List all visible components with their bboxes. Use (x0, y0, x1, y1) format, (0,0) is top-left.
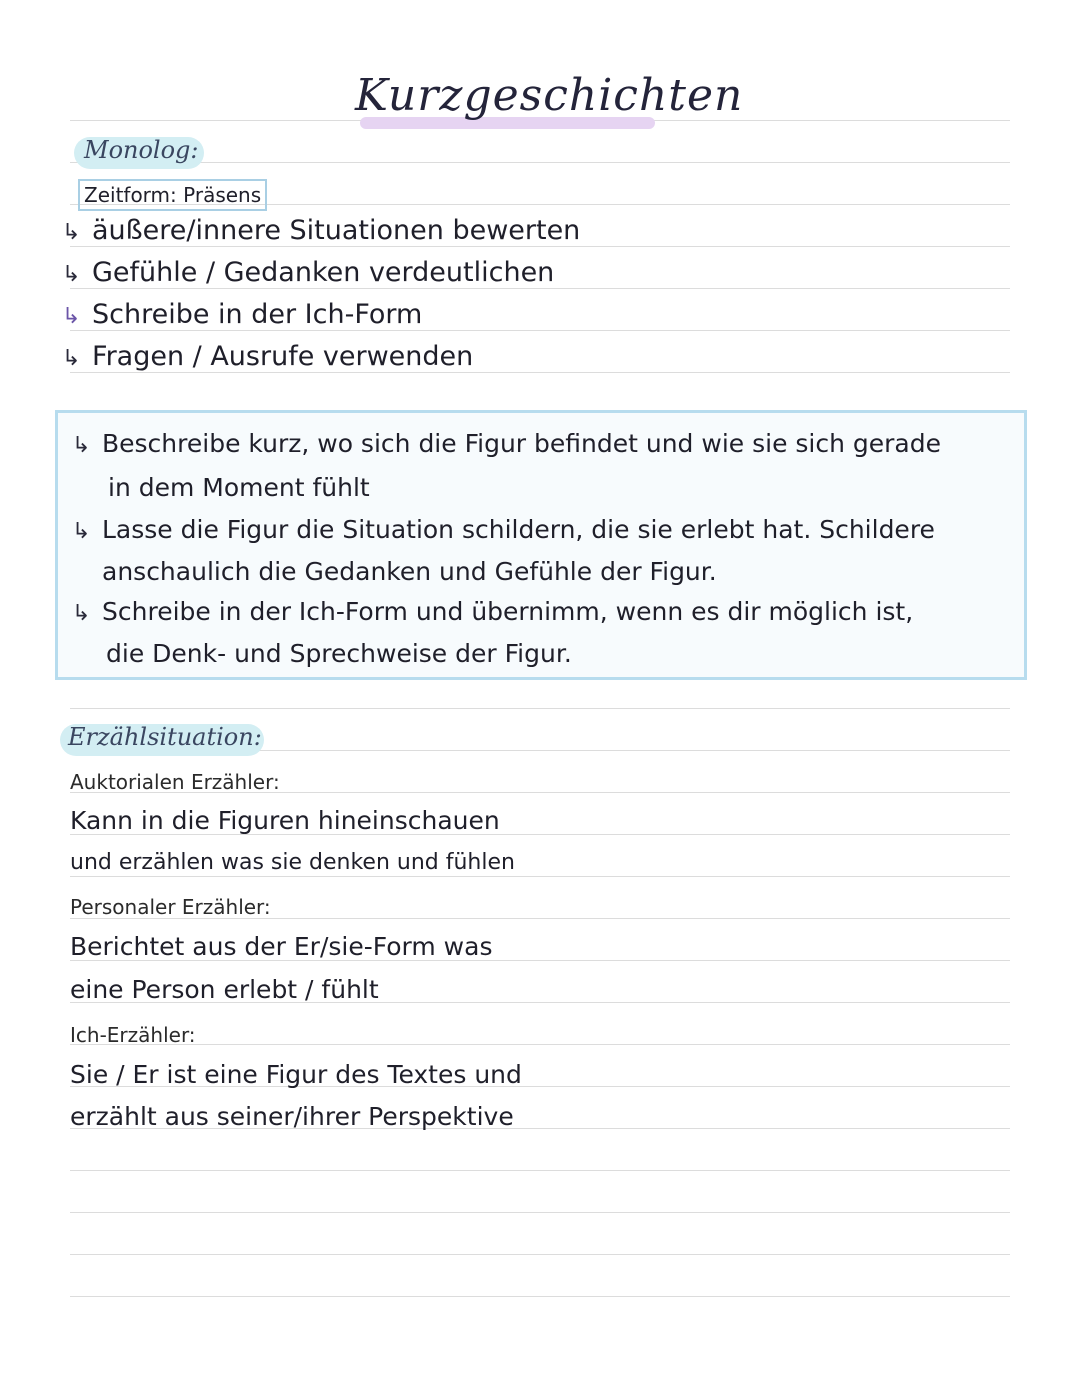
auktorial-label: Auktorialen Erzähler: (70, 770, 280, 794)
monolog-point-text: Gefühle / Gedanken verdeutlichen (92, 257, 555, 288)
tense-box: Zeitform: Präsens (78, 179, 267, 211)
tip-text: Schreibe in der Ich-Form und übernimm, wenn es dir möglich ist, (102, 597, 914, 626)
personal-note: Berichtet aus der Er/sie-Form was (70, 932, 493, 961)
page-title: Kurzgeschichten (355, 70, 744, 121)
monolog-heading: Monolog: (84, 136, 199, 164)
ich-label: Ich-Erzähler: (70, 1023, 196, 1047)
hook-arrow-icon: ↳ (62, 262, 81, 287)
monolog-point (62, 215, 580, 246)
monolog-point-text: Schreibe in der Ich-Form (92, 299, 423, 330)
tip-line: die Denk- und Sprechweise der Figur. (106, 639, 572, 668)
tip-text: Beschreibe kurz, wo sich die Figur befindet und wie sie sich gerade (102, 429, 942, 458)
monolog-point-text: äußere/innere Situationen bewerten (92, 215, 581, 246)
monolog-point (62, 257, 554, 288)
hook-arrow-icon: ↳ (72, 433, 91, 458)
ich-note: erzählt aus seiner/ihrer Perspektive (70, 1102, 514, 1131)
auktorial-note: Kann in die Figuren hineinschauen (70, 806, 500, 835)
tip-text: Lasse die Figur die Situation schildern, die sie erlebt hat. Schildere (102, 515, 935, 544)
tip-line: in dem Moment fühlt (108, 473, 370, 502)
tip-line (72, 515, 935, 544)
hook-arrow-icon: ↳ (72, 601, 91, 626)
monolog-point (62, 299, 422, 330)
hook-arrow-icon: ↳ (62, 304, 81, 329)
tip-line: anschaulich die Gedanken und Gefühle der Figur. (102, 557, 717, 586)
personal-label: Personaler Erzähler: (70, 895, 271, 919)
hook-arrow-icon: ↳ (62, 346, 81, 371)
hook-arrow-icon: ↳ (72, 519, 91, 544)
ich-note: Sie / Er ist eine Figur des Textes und (70, 1060, 522, 1089)
erzaehlsituation-heading: Erzählsituation: (68, 723, 262, 751)
tip-line (72, 597, 913, 626)
auktorial-note: und erzählen was sie denken und fühlen (70, 850, 515, 875)
writing-tips-box (55, 410, 1027, 680)
tip-line (72, 429, 941, 458)
personal-note: eine Person erlebt / fühlt (70, 975, 379, 1004)
monolog-point (62, 341, 473, 372)
hook-arrow-icon: ↳ (62, 220, 81, 245)
monolog-point-text: Fragen / Ausrufe verwenden (92, 341, 474, 372)
